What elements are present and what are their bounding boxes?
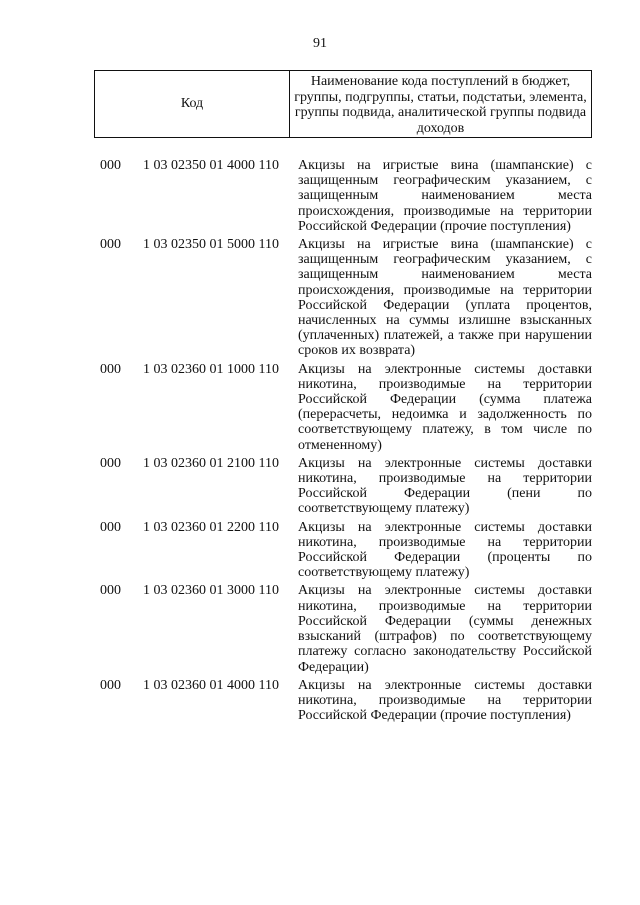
code-description: Акцизы на игристые вина (шампанские) с защищенным географическим указанием, с защищенным наименованием места происхождения, производимые на территории Российской Федерации (прочие поступления) [298,158,592,234]
budget-code: 1 03 02360 01 4000 110 [143,677,279,693]
code-description: Акцизы на электронные системы доставки никотина, производимые на территории Российской Федерации (пени по соответствующему платежу) [298,455,592,517]
table-row [100,237,592,359]
table-row [100,362,592,453]
admin-code: 000 [100,237,121,253]
header-name-column: Наименование кода поступлений в бюджет, группы, подгруппы, статьи, подстатьи, элемента, группы подвида, аналитической группы подвида доходов [294,74,587,136]
admin-code: 000 [100,158,121,173]
table-row [100,158,592,234]
table-row [100,678,592,724]
admin-code: 000 [100,677,121,693]
table-header [94,70,592,138]
admin-code: 000 [100,455,121,471]
budget-code: 1 03 02360 01 2100 110 [143,455,279,471]
code-description: Акцизы на электронные системы доставки никотина, производимые на территории Российской Федерации (суммы денежных взысканий (штрафов) по соответствующему платежу согласно законодательству Российской Федерации) [298,583,592,675]
admin-code: 000 [100,519,121,535]
code-description: Акцизы на игристые вина (шампанские) с защищенным географическим указанием, с защищенным наименованием места происхождения, производимые на территории Российской Федерации (уплата процентов, начисленных на суммы излишне взысканных (уплаченных) платежей, а также при нарушении сроков их возврата) [298,237,592,359]
table-row [100,583,592,674]
code-description: Акцизы на электронные системы доставки никотина, производимые на территории Российской Федерации (прочие поступления) [298,677,592,724]
code-description: Акцизы на электронные системы доставки никотина, производимые на территории Российской Федерации (сумма платежа (перерасчеты, недоимка и задолженность по соответствующему платежу, в том числе по отмененному) [298,361,592,453]
budget-code: 1 03 02360 01 3000 110 [143,583,279,599]
income-code-list [100,158,592,726]
page-number: 91 [313,36,327,51]
budget-code: 1 03 02360 01 2200 110 [143,519,279,535]
admin-code: 000 [100,583,121,599]
table-row [100,520,592,581]
code-description: Акцизы на электронные системы доставки никотина, производимые на территории Российской Федерации (проценты по соответствующему платежу) [298,519,592,581]
header-code-column: Код [95,71,290,137]
budget-code: 1 03 02350 01 5000 110 [143,237,279,253]
table-row [100,456,592,517]
budget-code: 1 03 02350 01 4000 110 [143,158,279,173]
admin-code: 000 [100,361,121,377]
budget-code: 1 03 02360 01 1000 110 [143,361,279,377]
